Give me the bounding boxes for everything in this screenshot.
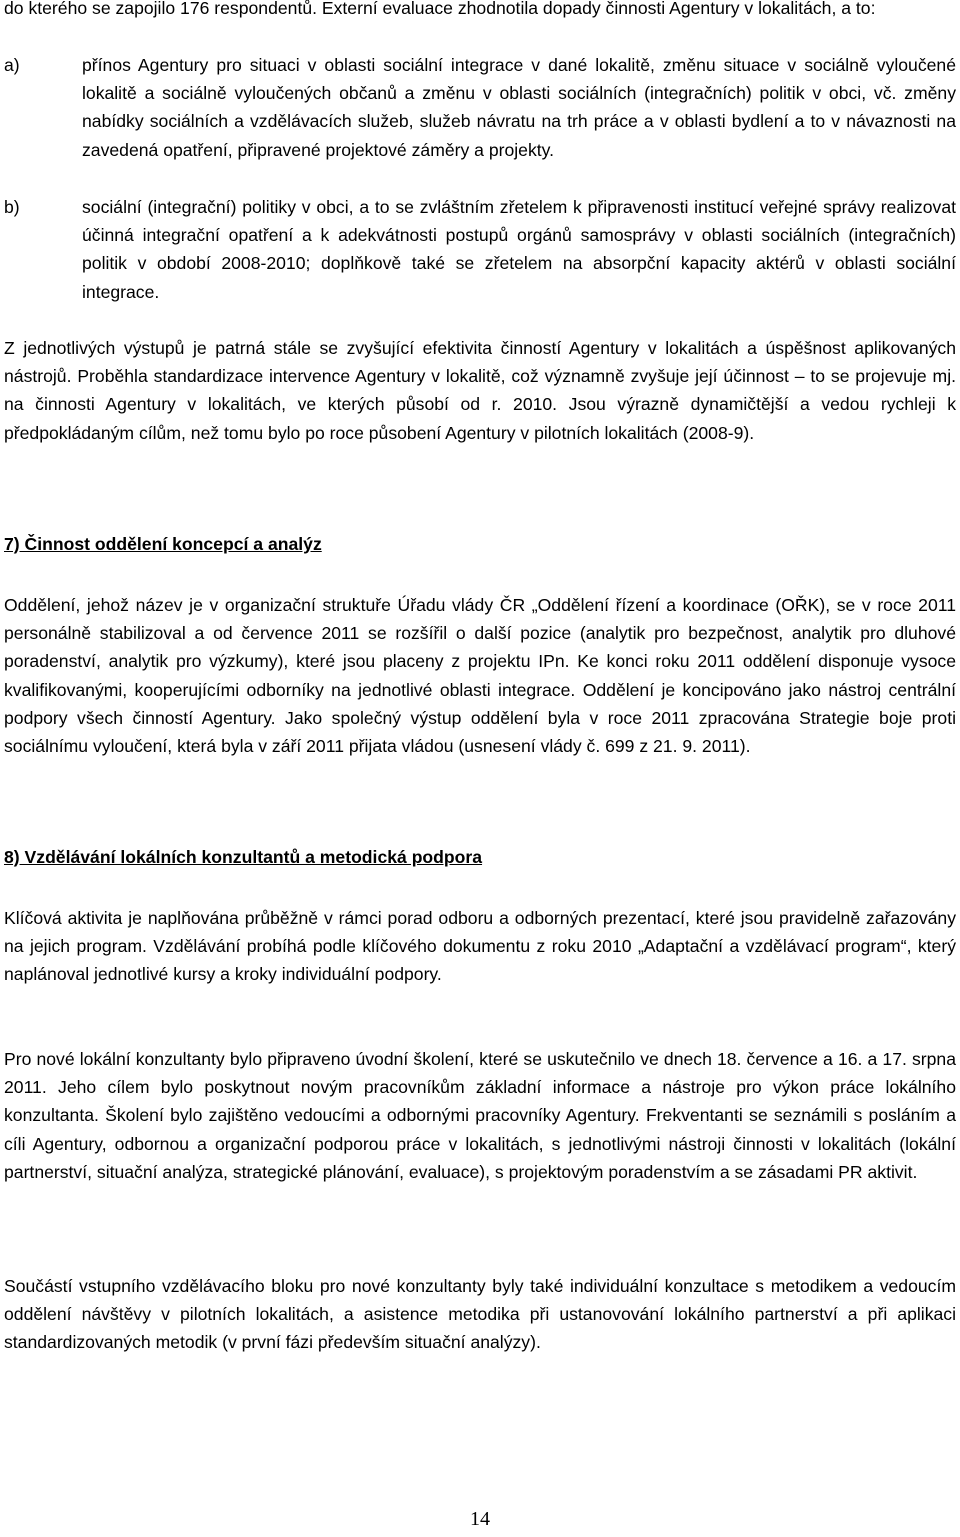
section-7-heading: 7) Činnost oddělení koncepcí a analýz <box>4 534 322 554</box>
list-marker: a) <box>4 55 20 75</box>
section-8-heading: 8) Vzdělávání lokálních konzultantů a metodická podpora <box>4 847 483 867</box>
page-number: 14 <box>470 1508 490 1530</box>
list-marker: b) <box>4 197 20 217</box>
section-7-paragraph: Oddělení, jehož název je v organizační struktuře Úřadu vlády ČR „Oddělení řízení a koordinace (OŘK), se v roce 2011 personálně stabilizoval a od července 2011 se rozšířil o další pozice (analytik pro bezpečnost, analytik pro dluhové poradenství, analytik pro výzkumy), které jsou placeny z projektu IPn. Ke konci roku 2011 oddělení disponuje vysoce kvalifikovanými, kooperujícími odborníky na jednotlivé oblasti integrace. Oddělení je koncipováno jako nástroj centrální podpory všech činností Agentury. Jako společný výstup oddělení byla v roce 2011 zpracována Strategie boje proti sociálnímu vyloučení, která byla v září 2011 přijata vládou (usnesení vlády č. 699 z 21. 9. 2011). <box>4 595 956 757</box>
list-item-text: přínos Agentury pro situaci v oblasti sociální integrace v dané lokalitě, změnu situace v sociálně vyloučené lokalitě a sociálně vyloučených občanů a změnu v oblasti sociálních (integračních) politik v obci, vč. změny nabídky sociálních a vzdělávacích služeb, služeb návratu na trh práce a v oblasti bydlení a to v návaznosti na zavedená opatření, připravené projektové záměry a projekty. <box>82 55 956 160</box>
intro-paragraph: do kterého se zapojilo 176 respondentů. Externí evaluace zhodnotila dopady činnosti Agentury v lokalitách, a to: <box>4 0 876 18</box>
list-item <box>4 193 956 306</box>
list-item-text: sociální (integrační) politiky v obci, a to se zvláštním zřetelem k připravenosti institucí veřejné správy realizovat účinná integrační opatření a k adekvátnosti postupů orgánů samosprávy v oblasti sociálních (integračních) politik v období 2008-2010; doplňkově také se zřetelem na absorpční kapacity aktérů v oblasti sociální integrace. <box>82 197 956 302</box>
outputs-paragraph: Z jednotlivých výstupů je patrná stále se zvyšující efektivita činností Agentury v lokalitách a úspěšnost aplikovaných nástrojů. Proběhla standardizace intervence Agentury v lokalitě, což významně zvyšuje její účinnost – to se projevuje mj. na činnosti Agentury v lokalitách, ve kterých působí od r. 2010. Jsou výrazně dynamičtější a vedou rychleji k předpokládaným cílům, než tomu bylo po roce působení Agentury v pilotních lokalitách (2008-9). <box>4 338 956 443</box>
section-8-paragraph-2: Pro nové lokální konzultanty bylo připraveno úvodní školení, které se uskutečnilo ve dnech 18. července a 16. a 17. srpna 2011. Jeho cílem bylo poskytnout novým pracovníkům základní informace a nástroje pro výkon práce lokálního konzultanta. Školení bylo zajištěno vedoucími a odbornými pracovníky Agentury. Frekventanti se seznámili s posláním a cíli Agentury, odbornou a organizační podporou práce v lokalitách, s jednotlivými nástroji činnosti v lokalitách (lokální partnerství, situační analýza, strategické plánování, evaluace), s projektovým poradenstvím a se zásadami PR aktivit. <box>4 1049 956 1182</box>
section-8-paragraph-1: Klíčová aktivita je naplňována průběžně v rámci porad odboru a odborných prezentací, které jsou pravidelně zařazovány na jejich program. Vzdělávání probíhá podle klíčového dokumentu z roku 2010 „Adaptační a vzdělávací program“, který naplánoval jednotlivé kursy a kroky individuální podpory. <box>4 908 956 985</box>
section-8-paragraph-3: Součástí vstupního vzdělávacího bloku pro nové konzultanty byly také individuální konzultace s metodikem a vedoucím oddělení návštěvy v pilotních lokalitách, a asistence metodika při ustanovování lokálního partnerství a při aplikaci standardizovaných metodik (v první fázi především situační analýzy). <box>4 1276 956 1353</box>
list-item <box>4 51 956 164</box>
